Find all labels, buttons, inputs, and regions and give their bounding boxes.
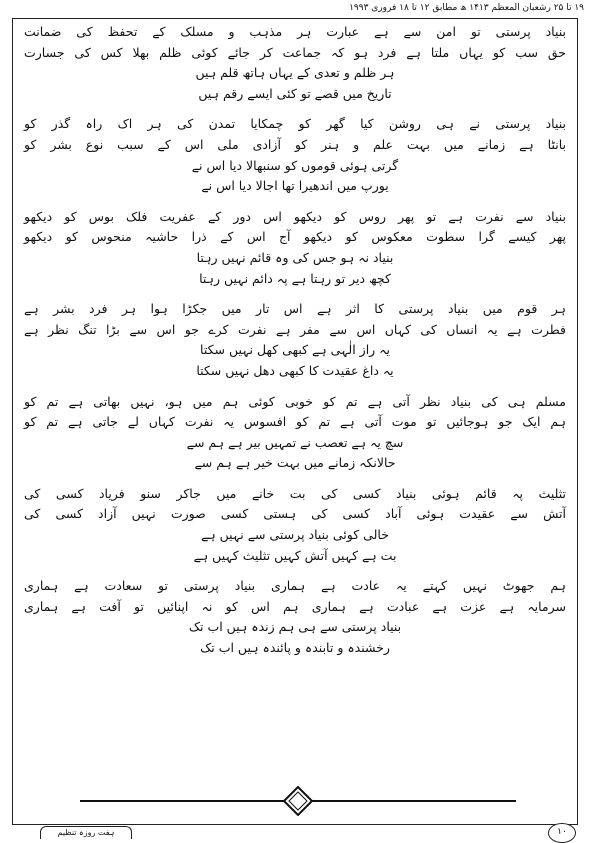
verse-line: بنیاد پرستی تو امن سے ہے عبارت ہر مذہب و مسلک کے تحفظ کی ضمانت [24,24,566,39]
page-footer [0,825,590,839]
stanza [22,207,568,289]
verse-line: پھر کیسے گرا سطوت معکوس کو دیکھو آج اس کے ذرا حاشیہ منحوس کو دیکھو [24,229,566,245]
verse-line: ہم ایک جو ہوجائیں تو موت آتی ہے تم کو افسوس یہ نفرت کہاں لے جاتی ہے تم کو [24,414,566,430]
stanza [22,22,568,104]
couplet-line: بت ہے کہیں آتش کہیں تثلیث کہیں ہے [193,547,397,563]
stanza [22,299,568,381]
diamond-divider-ornament [80,786,516,816]
magazine-name-tab: ہفت روزہ تنظیم [40,826,132,839]
couplet-line: یہ داغ عقیدت کا کبھی دھل نہیں سکتا [196,362,394,378]
page-number: ۱۰ [548,823,576,843]
verse-line: حق سب کو یہاں ملتا ہے فرد ہو کہ جماعت کر جائے کوئی ظلم بھلا کس کی جسارت [24,44,566,60]
stanza [22,114,568,196]
verse-line: آتش سے عقیدت ہوئی آباد کسی کی ہستی کسی صورت نہیں آزاد کسی کی [24,506,566,522]
stanza [22,576,568,658]
verse-line: تثلیث پہ قائم ہوئی بنیاد کسی کی بت خانے میں جاکر سنو فریاد کسی کی [24,485,566,501]
verse-line: ہر قوم میں بنیاد پرستی کا اثر ہے اس تار میں جکڑا ہوا ہر فرد بشر ہے [24,301,566,317]
couplet-line: بنیاد پرستی سے ہی ہم زندہ ہیں اب تک [188,619,402,635]
couplet-line: یورپ میں اندھیرا تھا اجالا دیا اس نے [201,178,389,194]
couplet-line: خالی کوئی بنیاد پرستی سے نہیں ہے [201,527,389,543]
couplet-line: گرتی ہوئی قوموں کو سنبھالا دیا اس نے [191,157,399,173]
couplet-line: سچ یہ ہے تعصب نے تمہیں بیر ہے ہم سے [186,434,404,450]
verse-line: بنیاد سے نفرت ہے تو پھر روس کو دیکھو اس دور کے عفریت فلک بوس کو دیکھو [24,208,566,224]
couplet-line: حالانکہ زمانے میں بہت خیر ہے ہم سے [194,455,396,471]
couplet-line: تاریخ میں قصے تو کئی ایسے رقم ہیں [198,85,392,101]
stanza [22,484,568,566]
couplet-line: کچھ دیر تو رہتا ہے پہ دائم نہیں رہتا [199,270,391,286]
verse-line: مسلم ہی کی بنیاد نظر آتی ہے تم کو خوبی کوئی ہم میں ہو، نہیں بھاتی ہے تم کو [24,393,566,409]
couplet-line: یہ راز الٰہی ہے کبھی کھل نہیں سکتا [200,342,390,358]
verse-line: بنیاد پرستی نے ہی روشن کیا گھر کو چمکایا تمدن کی ہر اک راہ گذر کو [24,116,566,132]
verse-line: فطرت ہے یہ انساں کی کہاں اس سے مفر ہے نفرت کرے جو اس سے بڑا تنگ نظر ہے [24,321,566,337]
couplet-line: رخشندہ و تابندہ و پائندہ ہیں اب تک [200,640,390,656]
verse-line: بانٹا ہے زمانے میں بہت علم و ہنر کو آزادی ملی اس کے سبب نوع بشر کو [24,136,566,152]
verse-line: سرمایہ ہے عزت ہے عبادت ہے ہماری ہم اس کو نہ اپنائیں تو آفت ہے ہماری [24,598,566,614]
poem [22,22,568,767]
couplet-line: ہر ظلم و تعدی کے یہاں ہاتھ قلم ہیں [195,65,395,81]
verse-line: ہم جھوٹ نہیں کہتے یہ عادت ہے ہماری بنیاد پرستی تو سعادت ہے ہماری [24,578,566,594]
stanza [22,392,568,474]
issue-date-header: ۱۹ تا ۲۵ رشعبان المعظم ۱۴۱۳ ھ مطابق ۱۲ تا ۱۸ فروری ۱۹۹۳ [349,3,584,13]
couplet-line: بنیاد نہ ہو جس کی وہ قائم نہیں رہتا [196,249,394,265]
